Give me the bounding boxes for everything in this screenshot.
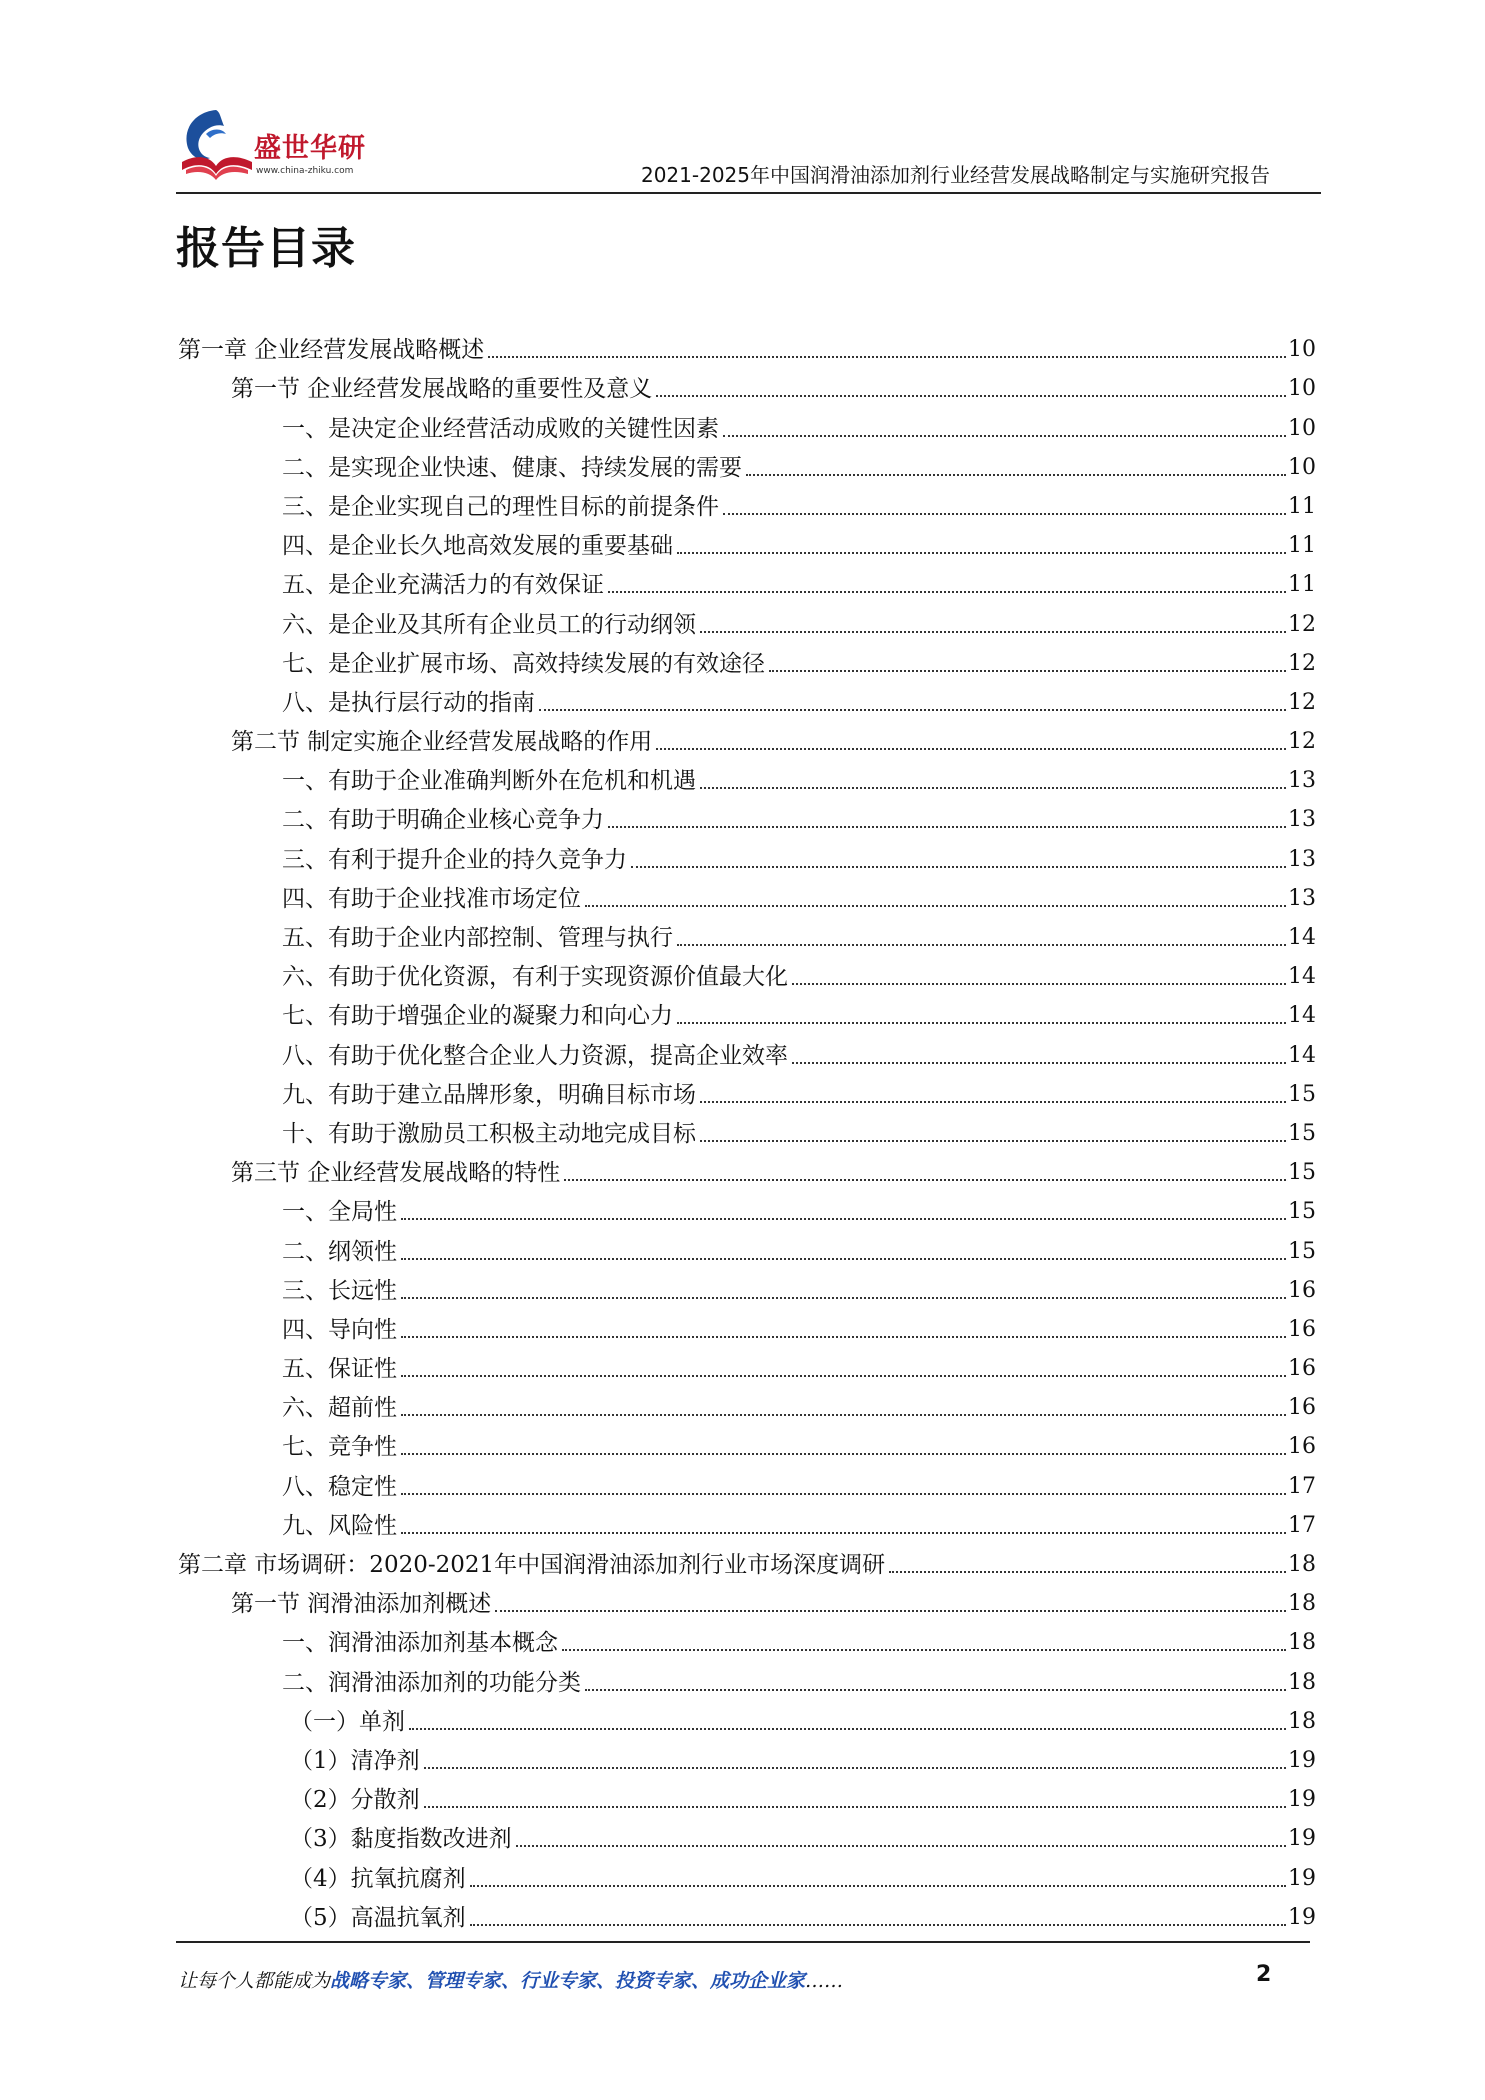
toc-dot-leader bbox=[792, 983, 1286, 985]
toc-dot-leader bbox=[562, 1649, 1286, 1651]
toc-dot-leader bbox=[723, 435, 1286, 437]
toc-entry[interactable] bbox=[178, 914, 1316, 953]
toc-entry-label: 一、全局性 bbox=[282, 1197, 401, 1227]
toc-entry-label: 第一节 企业经营发展战略的重要性及意义 bbox=[231, 374, 656, 404]
toc-dot-leader bbox=[401, 1493, 1286, 1495]
toc-entry-label: 第二节 制定实施企业经营发展战略的作用 bbox=[231, 727, 656, 757]
toc-dot-leader bbox=[401, 1375, 1286, 1377]
toc-entry[interactable] bbox=[178, 1462, 1316, 1501]
toc-entry-page: 12 bbox=[1288, 689, 1316, 715]
toc-entry-page: 18 bbox=[1288, 1669, 1316, 1695]
toc-entry[interactable] bbox=[178, 1658, 1316, 1697]
toc-dot-leader bbox=[401, 1218, 1286, 1220]
toc-dot-leader bbox=[608, 826, 1286, 828]
toc-entry-label: 五、是企业充满活力的有效保证 bbox=[282, 570, 608, 600]
toc-dot-leader bbox=[746, 474, 1286, 476]
toc-entry-label: 二、有助于明确企业核心竞争力 bbox=[282, 805, 608, 835]
toc-entry-page: 19 bbox=[1288, 1787, 1316, 1813]
toc-entry[interactable] bbox=[178, 1854, 1316, 1893]
toc-dot-leader bbox=[401, 1414, 1286, 1416]
toc-entry-page: 11 bbox=[1288, 533, 1316, 559]
toc-dot-leader bbox=[631, 866, 1286, 868]
toc-dot-leader bbox=[401, 1532, 1286, 1534]
book-swirl-logo-icon bbox=[176, 104, 256, 184]
toc-entry-page: 12 bbox=[1288, 650, 1316, 676]
toc-entry-label: 四、是企业长久地高效发展的重要基础 bbox=[282, 531, 677, 561]
toc-dot-leader bbox=[700, 787, 1286, 789]
toc-entry-page: 19 bbox=[1288, 1747, 1316, 1773]
toc-dot-leader bbox=[539, 709, 1286, 711]
toc-entry-page: 10 bbox=[1288, 454, 1316, 480]
toc-entry-label: 四、有助于企业找准市场定位 bbox=[282, 884, 585, 914]
toc-entry-page: 15 bbox=[1288, 1238, 1316, 1264]
toc-entry-label: 二、是实现企业快速、健康、持续发展的需要 bbox=[282, 453, 746, 483]
toc-entry-label: 一、润滑油添加剂基本概念 bbox=[282, 1628, 562, 1658]
toc-entry[interactable] bbox=[178, 1698, 1316, 1737]
toc-entry-page: 15 bbox=[1288, 1160, 1316, 1186]
toc-dot-leader bbox=[564, 1179, 1286, 1181]
toc-dot-leader bbox=[889, 1571, 1286, 1573]
toc-dot-leader bbox=[424, 1767, 1286, 1769]
toc-dot-leader bbox=[409, 1728, 1286, 1730]
toc-entry[interactable] bbox=[178, 1737, 1316, 1776]
toc-dot-leader bbox=[585, 1689, 1286, 1691]
toc-entry-label: 七、是企业扩展市场、高效持续发展的有效途径 bbox=[282, 649, 769, 679]
toc-entry-label: 四、导向性 bbox=[282, 1315, 401, 1345]
toc-entry[interactable] bbox=[178, 365, 1316, 404]
toc-entry-label: 一、有助于企业准确判断外在危机和机遇 bbox=[282, 766, 700, 796]
toc-entry-label: 二、纲领性 bbox=[282, 1237, 401, 1267]
toc-entry[interactable] bbox=[178, 992, 1316, 1031]
toc-entry[interactable] bbox=[178, 1619, 1316, 1658]
toc-entry-page: 14 bbox=[1288, 1042, 1316, 1068]
toc-entry[interactable] bbox=[178, 718, 1316, 757]
toc-entry[interactable] bbox=[178, 1815, 1316, 1854]
toc-entry[interactable] bbox=[178, 1502, 1316, 1541]
toc-entry-page: 17 bbox=[1288, 1512, 1316, 1538]
footer-slogan bbox=[178, 1966, 843, 1993]
toc-dot-leader bbox=[401, 1336, 1286, 1338]
toc-entry-page: 18 bbox=[1288, 1591, 1316, 1617]
toc-dot-leader bbox=[677, 1022, 1286, 1024]
toc-entry[interactable] bbox=[178, 1423, 1316, 1462]
toc-entry-page: 19 bbox=[1288, 1904, 1316, 1930]
toc-entry-label: 八、有助于优化整合企业人力资源，提高企业效率 bbox=[282, 1041, 792, 1071]
toc-entry[interactable] bbox=[178, 1267, 1316, 1306]
toc-entry[interactable] bbox=[178, 875, 1316, 914]
toc-entry-label: 三、是企业实现自己的理性目标的前提条件 bbox=[282, 492, 723, 522]
footer-slogan-suffix: …… bbox=[805, 1970, 844, 1992]
toc-entry-page: 16 bbox=[1288, 1316, 1316, 1342]
toc-entry-label: 九、风险性 bbox=[282, 1511, 401, 1541]
report-title: 2021-2025年中国润滑油添加剂行业经营发展战略制定与实施研究报告 bbox=[640, 163, 1270, 187]
toc-entry-page: 18 bbox=[1288, 1708, 1316, 1734]
toc-entry-page: 10 bbox=[1288, 376, 1316, 402]
toc-entry-label: （一）单剂 bbox=[290, 1707, 409, 1737]
toc-dot-leader bbox=[495, 1610, 1286, 1612]
toc-dot-leader bbox=[424, 1806, 1286, 1808]
toc-entry[interactable] bbox=[178, 679, 1316, 718]
toc-entry[interactable] bbox=[178, 796, 1316, 835]
toc-entry-label: 五、有助于企业内部控制、管理与执行 bbox=[282, 923, 677, 953]
toc-dot-leader bbox=[792, 1062, 1286, 1064]
toc-entry-page: 11 bbox=[1288, 572, 1316, 598]
toc-entry-label: 五、保证性 bbox=[282, 1354, 401, 1384]
header-divider bbox=[176, 192, 1321, 194]
page-number: 2 bbox=[1256, 1962, 1272, 1987]
toc-entry[interactable] bbox=[178, 1110, 1316, 1149]
toc-entry[interactable] bbox=[178, 600, 1316, 639]
toc-dot-leader bbox=[677, 944, 1286, 946]
toc-entry-page: 13 bbox=[1288, 885, 1316, 911]
toc-dot-leader bbox=[656, 748, 1286, 750]
toc-dot-leader bbox=[585, 905, 1286, 907]
toc-dot-leader bbox=[488, 356, 1286, 358]
toc-entry-page: 16 bbox=[1288, 1277, 1316, 1303]
toc-entry[interactable] bbox=[178, 326, 1316, 365]
toc-entry-label: 第二章 市场调研：2020-2021年中国润滑油添加剂行业市场深度调研 bbox=[178, 1550, 889, 1580]
footer-slogan-prefix: 让每个人都能成为 bbox=[178, 1970, 331, 1992]
toc-dot-leader bbox=[769, 670, 1286, 672]
toc-dot-leader bbox=[700, 1140, 1286, 1142]
toc-dot-leader bbox=[608, 591, 1286, 593]
toc-entry[interactable] bbox=[178, 404, 1316, 443]
toc-entry-label: （5）高温抗氧剂 bbox=[290, 1903, 470, 1933]
toc-entry-page: 14 bbox=[1288, 964, 1316, 990]
toc-entry-label: 二、润滑油添加剂的功能分类 bbox=[282, 1668, 585, 1698]
toc-entry-page: 15 bbox=[1288, 1199, 1316, 1225]
toc-dot-leader bbox=[700, 631, 1286, 633]
toc-entry-page: 14 bbox=[1288, 1003, 1316, 1029]
toc-entry[interactable] bbox=[178, 835, 1316, 874]
toc-entry-page: 19 bbox=[1288, 1865, 1316, 1891]
toc-dot-leader bbox=[516, 1845, 1286, 1847]
toc-entry-label: 三、长远性 bbox=[282, 1276, 401, 1306]
toc-entry[interactable] bbox=[178, 1345, 1316, 1384]
page-title: 报告目录 bbox=[176, 223, 356, 274]
toc-entry-label: （3）黏度指数改进剂 bbox=[290, 1824, 516, 1854]
toc-dot-leader bbox=[470, 1924, 1286, 1926]
toc-entry[interactable] bbox=[178, 1776, 1316, 1815]
company-logo bbox=[176, 104, 386, 184]
toc-entry-page: 13 bbox=[1288, 768, 1316, 794]
toc-entry-page: 10 bbox=[1288, 337, 1316, 363]
toc-entry-page: 10 bbox=[1288, 415, 1316, 441]
toc-entry-label: 八、是执行层行动的指南 bbox=[282, 688, 539, 718]
toc-entry-page: 15 bbox=[1288, 1081, 1316, 1107]
toc-entry[interactable] bbox=[178, 1149, 1316, 1188]
toc-dot-leader bbox=[677, 552, 1286, 554]
toc-entry-label: （1）清净剂 bbox=[290, 1746, 424, 1776]
toc-dot-leader bbox=[700, 1101, 1286, 1103]
logo-url: www.china-zhiku.com bbox=[256, 166, 354, 176]
toc-entry-page: 16 bbox=[1288, 1395, 1316, 1421]
toc-entry[interactable] bbox=[178, 483, 1316, 522]
toc-entry-page: 18 bbox=[1288, 1552, 1316, 1577]
toc-entry[interactable] bbox=[178, 1580, 1316, 1619]
toc-entry[interactable] bbox=[178, 640, 1316, 679]
toc-entry-page: 15 bbox=[1288, 1120, 1316, 1146]
toc-entry-label: （2）分散剂 bbox=[290, 1785, 424, 1815]
toc-entry[interactable] bbox=[178, 522, 1316, 561]
toc-entry-page: 19 bbox=[1288, 1826, 1316, 1852]
toc-entry[interactable] bbox=[178, 953, 1316, 992]
toc-entry[interactable] bbox=[178, 757, 1316, 796]
toc-entry[interactable] bbox=[178, 1384, 1316, 1423]
toc-dot-leader bbox=[656, 395, 1286, 397]
toc-entry-page: 12 bbox=[1288, 729, 1316, 755]
toc-entry-label: 七、竞争性 bbox=[282, 1432, 401, 1462]
toc-entry-page: 13 bbox=[1288, 846, 1316, 872]
toc-entry-label: 六、有助于优化资源，有利于实现资源价值最大化 bbox=[282, 962, 792, 992]
toc-dot-leader bbox=[470, 1885, 1286, 1887]
toc-entry-label: 九、有助于建立品牌形象，明确目标市场 bbox=[282, 1080, 700, 1110]
toc-entry[interactable] bbox=[178, 1894, 1316, 1933]
toc-entry-page: 13 bbox=[1288, 807, 1316, 833]
toc-entry-page: 12 bbox=[1288, 611, 1316, 637]
logo-name: 盛世华研 bbox=[254, 133, 366, 164]
toc-entry[interactable] bbox=[178, 1541, 1316, 1580]
toc-entry-page: 16 bbox=[1288, 1434, 1316, 1460]
toc-dot-leader bbox=[401, 1453, 1286, 1455]
toc-entry-label: 七、有助于增强企业的凝聚力和向心力 bbox=[282, 1001, 677, 1031]
toc-entry-label: （4）抗氧抗腐剂 bbox=[290, 1864, 470, 1894]
table-of-contents bbox=[178, 326, 1316, 1933]
toc-entry-page: 16 bbox=[1288, 1356, 1316, 1382]
toc-dot-leader bbox=[401, 1258, 1286, 1260]
toc-dot-leader bbox=[401, 1297, 1286, 1299]
toc-entry-label: 一、是决定企业经营活动成败的关键性因素 bbox=[282, 414, 723, 444]
toc-entry-label: 六、是企业及其所有企业员工的行动纲领 bbox=[282, 610, 700, 640]
toc-entry-label: 第一节 润滑油添加剂概述 bbox=[231, 1589, 495, 1619]
toc-entry-page: 17 bbox=[1288, 1473, 1316, 1499]
toc-entry[interactable] bbox=[178, 1071, 1316, 1110]
footer-divider bbox=[176, 1941, 1310, 1943]
toc-entry[interactable] bbox=[178, 1227, 1316, 1266]
toc-entry[interactable] bbox=[178, 444, 1316, 483]
toc-entry-page: 14 bbox=[1288, 925, 1316, 950]
toc-entry-label: 第一章 企业经营发展战略概述 bbox=[178, 335, 488, 365]
toc-entry-label: 三、有利于提升企业的持久竞争力 bbox=[282, 845, 631, 875]
toc-entry[interactable] bbox=[178, 561, 1316, 600]
toc-dot-leader bbox=[723, 513, 1286, 515]
toc-entry-page: 11 bbox=[1288, 493, 1316, 519]
toc-entry-page: 18 bbox=[1288, 1630, 1316, 1656]
toc-entry-label: 八、稳定性 bbox=[282, 1472, 401, 1502]
toc-entry[interactable] bbox=[178, 1306, 1316, 1345]
toc-entry[interactable] bbox=[178, 1188, 1316, 1227]
toc-entry-label: 第三节 企业经营发展战略的特性 bbox=[231, 1158, 564, 1188]
toc-entry[interactable] bbox=[178, 1031, 1316, 1070]
footer-slogan-highlight: 战略专家、管理专家、行业专家、投资专家、成功企业家 bbox=[330, 1970, 806, 1992]
toc-entry-label: 十、有助于激励员工积极主动地完成目标 bbox=[282, 1119, 700, 1149]
toc-entry-label: 六、超前性 bbox=[282, 1393, 401, 1423]
